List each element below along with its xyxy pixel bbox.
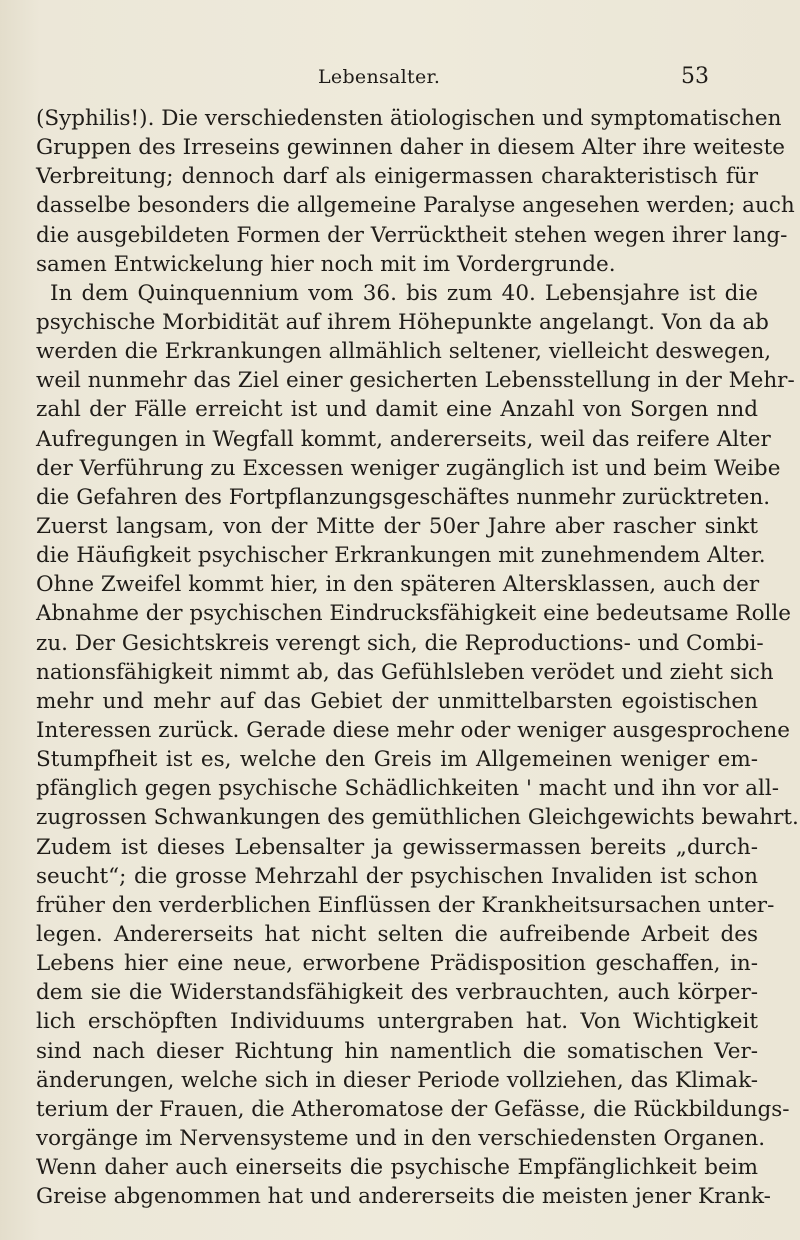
text-line: Gruppen des Irreseins gewinnen daher in diesem Alter ihre weiteste [36,135,785,161]
text-line: die Gefahren des Fortpflanzungsgeschäftes nunmehr zurücktreten. [36,484,771,510]
text-line: Abnahme der psychischen Eindrucksfähigkeit eine bedeutsame Rolle [36,601,792,627]
text-line: samen Entwickelung hier noch mit im Vordergrunde. [36,251,616,277]
text-line: Stumpfheit ist es, welche den Greis im Allgemeinen weniger em- [36,747,758,773]
text-line: Greise abgenommen hat und andererseits die meisten jener Krank- [36,1184,771,1210]
text-line: zu. Der Gesichtskreis verengt sich, die Reproductions- und Combi- [36,630,764,656]
text-line: (Syphilis!). Die verschiedensten ätiologischen und symptomatischen [36,106,782,131]
text-line: werden die Erkrankungen allmählich seltener, vielleicht deswegen, [36,339,772,365]
text-line: psychische Morbidität auf ihrem Höhepunkte angelangt. Von da ab [36,309,769,335]
text-line: terium der Frauen, die Atheromatose der Gefässe, die Rückbildungs- [36,1096,790,1122]
text-line: die ausgebildeten Formen der Verrücktheit stehen wegen ihrer lang- [36,222,788,248]
text-line: Lebens hier eine neue, erworbene Prädisposition geschaffen, in- [36,951,758,977]
body-text [36,104,799,1211]
running-title: Lebensalter. [318,66,441,88]
text-line: In dem Quinquennium vom 36. bis zum 40. Lebensjahre ist die [50,280,758,306]
text-line: mehr und mehr auf das Gebiet der unmittelbarsten egoistischen [36,688,758,714]
text-line: zahl der Fälle erreicht ist und damit eine Anzahl von Sorgen nnd [36,397,758,423]
text-line: die Häufigkeit psychischer Erkrankungen mit zunehmendem Alter. [36,543,766,569]
text-line: seucht“; die grosse Mehrzahl der psychischen Invaliden ist schon [36,863,758,889]
text-line: Interessen zurück. Gerade diese mehr oder weniger ausgesprochene [36,717,790,743]
text-line: Wenn daher auch einerseits die psychische Empfänglichkeit beim [36,1155,758,1181]
text-line: der Verführung zu Excessen weniger zugänglich ist und beim Weibe [36,455,781,481]
text-line: dasselbe besonders die allgemeine Paralyse angesehen werden; auch [36,193,795,219]
text-line: Verbreitung; dennoch darf als einigermassen charakteristisch für [36,164,758,190]
running-head [0,66,800,96]
text-line: Zuerst langsam, von der Mitte der 50er Jahre aber rascher sinkt [36,513,758,539]
page-number: 53 [681,64,709,89]
text-line: zugrossen Schwankungen des gemüthlichen Gleichgewichts bewahrt. [36,805,799,831]
text-line: Aufregungen in Wegfall kommt, andererseits, weil das reifere Alter [36,426,771,452]
text-line: legen. Andererseits hat nicht selten die aufreibende Arbeit des [36,921,758,947]
text-line: dem sie die Widerstandsfähigkeit des verbrauchten, auch körper- [36,980,758,1006]
text-line: nationsfähigkeit nimmt ab, das Gefühlsleben verödet und zieht sich [36,659,774,685]
text-line: lich erschöpften Individuums untergraben hat. Von Wichtigkeit [36,1009,758,1035]
text-line: vorgänge im Nervensysteme und in den verschiedensten Organen. [36,1125,766,1151]
text-line: weil nunmehr das Ziel einer gesicherten Lebensstellung in der Mehr- [36,368,795,394]
text-line: änderungen, welche sich in dieser Periode vollziehen, das Klimak- [36,1067,758,1093]
text-line: früher den verderblichen Einflüssen der Krankheitsursachen unter- [36,892,775,918]
text-line: pfänglich gegen psychische Schädlichkeiten ' macht und ihn vor all- [36,776,780,802]
text-line: Zudem ist dieses Lebensalter ja gewissermassen bereits „durch- [36,834,758,860]
text-line: Ohne Zweifel kommt hier, in den späteren Altersklassen, auch der [36,572,760,598]
text-line: sind nach dieser Richtung hin namentlich die somatischen Ver- [36,1038,758,1064]
